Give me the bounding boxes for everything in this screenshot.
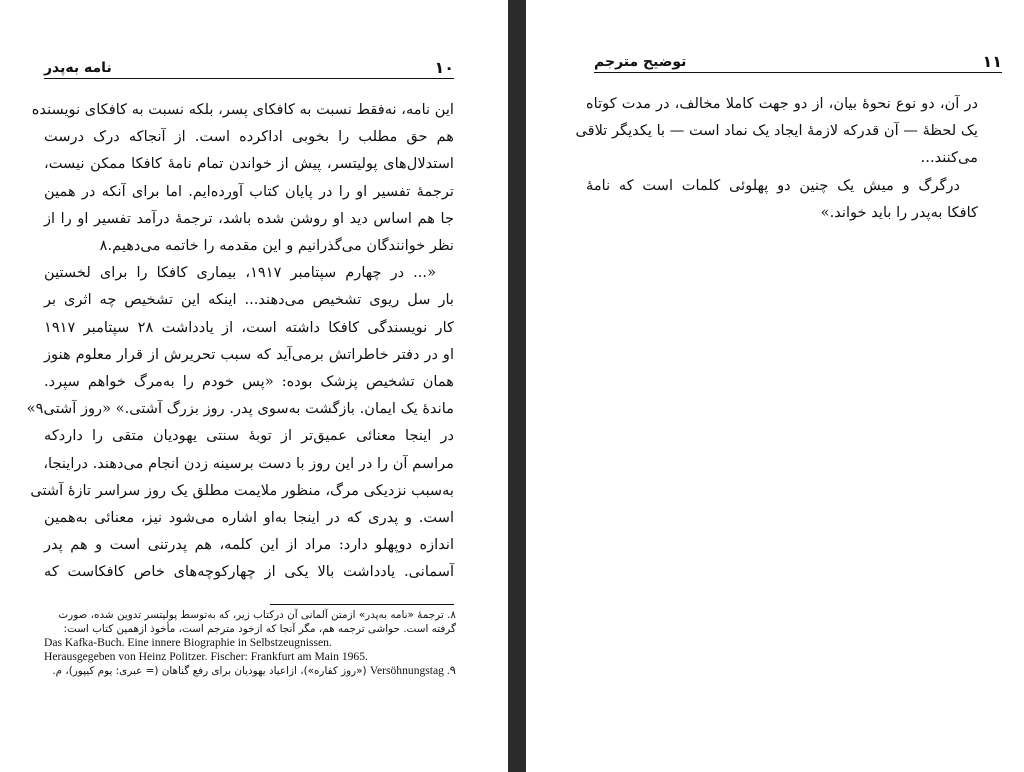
text-line: آسمانی. یادداشت بالا یکی از چهارکوچه‌های خاص کافکاست که — [44, 563, 454, 581]
footnote-8-line: ۸. ترجمهٔ «نامه به‌پدر» ازمتن آلمانی آن درکتاب زیر، که به‌توسط پولیتسر تدوین شده، صورت — [58, 609, 456, 621]
text-line: مراسم آن را در این روز با دست برسینه زدن انجام می‌دهند. دراینجا، — [43, 454, 454, 472]
page-number: ۱۰ — [434, 58, 454, 77]
text-line: در اینجا معنائی عمیق‌تر از توبهٔ سنتی یهودیان متقی را داردکه — [44, 427, 454, 445]
text-line: نظر خوانندگان می‌گذرانیم و این مقدمه را خاتمه می‌دهیم.۸ — [99, 237, 454, 255]
text-line: در آن، دو نوع نحوهٔ بیان، از دو جهت کاملا مخالف، در مدت کوتاه — [586, 95, 978, 112]
text-line: به‌سبب نزدیکی مرگ، منظور ملایمت مطلق یک روز سراسر تازهٔ آشتی — [30, 481, 454, 499]
body-text — [26, 96, 454, 586]
text-line: اندازه دوپهلو دارد: مراد از این کلمه، هم پدرتنی است و هم پدر — [44, 536, 454, 554]
text-line: است. و پدری که در اینجا به‌او اشاره می‌شود نیز، معنائی به‌همین — [44, 509, 454, 527]
text-line: یک لحظهٔ — آن قدرکه لازمهٔ ایجاد یک نماد است — با یکدیگر تلاقی — [575, 122, 978, 140]
book-gutter — [508, 0, 526, 772]
running-header — [594, 54, 1002, 73]
body-text — [575, 90, 978, 226]
text-line: کافکا به‌پدر را باید خواند.» — [820, 203, 978, 221]
footnote-rule — [270, 604, 454, 605]
text-line: بار سل ریوی تشخیص می‌دهند... اینکه این تشخیص چه اثری بر — [44, 291, 454, 309]
text-line: جا هم اساس دید او روشن شده باشد، ترجمهٔ درآمد تفسیر او را از — [44, 209, 454, 227]
text-line: «... در چهارم سپتامبر ۱۹۱۷، بیماری کافکا را برای لخستین — [44, 264, 436, 282]
footnote-9-marker: ۹. Versöhnungstag — [369, 664, 456, 677]
footnote-8-citation: Herausgegeben von Heinz Politzer. Fischer: Frankfurt am Main 1965. — [44, 650, 368, 663]
text-line: کار نویسندگی کافکا داشته است، از یادداشت ۲۸ سپتامبر ۱۹۱۷ — [44, 318, 454, 336]
footnote-8-citation: Das Kafka-Buch. Eine innere Biographie in Selbstzeugnissen. — [44, 636, 332, 649]
footnote-8-line: گرفته است. حواشی ترجمه هم، مگر آنجا که ازخود مترجم است، مأخوذ ازهمین کتاب است: — [63, 623, 456, 635]
footnote-9-text: («روز کفاره»)، ازاعیاد یهودیان برای رفع گناهان (= عبری: یوم کیپور)، م. — [52, 665, 367, 677]
left-page — [0, 0, 508, 772]
text-line: ماندهٔ یک ایمان. بازگشت به‌سوی پدر. روز بزرگ آشتی.» «روز آشتی۹» — [26, 400, 454, 418]
text-line: می‌کنند... — [920, 149, 978, 167]
text-line: درگرگ و میش یک چنین دو پهلوئی کلمات است که نامهٔ — [586, 176, 960, 194]
page-number: ۱۱ — [982, 52, 1002, 71]
text-line: همان تشخیص پزشک بوده: «پس خودم را به‌مرگ خواهم سپرد. — [44, 373, 454, 391]
right-page — [526, 0, 1024, 772]
footnotes — [44, 608, 456, 678]
footnote-9 — [44, 664, 456, 678]
text-line: استدلال‌های پولیتسر، پیش از خواندن تمام نامهٔ کافکا ممکن نیست، — [44, 155, 454, 173]
header-title: توضیح مترجم — [594, 54, 687, 70]
text-line: او در دفتر خاطراتش برمی‌آید که سبب تحریرش از قرار معلوم هنوز — [44, 345, 454, 363]
text-line: هم حق مطلب را بخوبی اداکرده است. از آنجاکه درک درست — [44, 128, 454, 146]
text-line: این نامه، نه‌فقط نسبت به کافکای پسر، بلکه نسبت به کافکای نویسنده — [31, 101, 454, 118]
text-line: ترجمهٔ تفسیر او را در پایان کتاب آورده‌ایم. اما برای آنکه در همین — [44, 182, 454, 200]
running-header — [44, 60, 454, 79]
header-title: نامه به‌پدر — [44, 60, 112, 76]
